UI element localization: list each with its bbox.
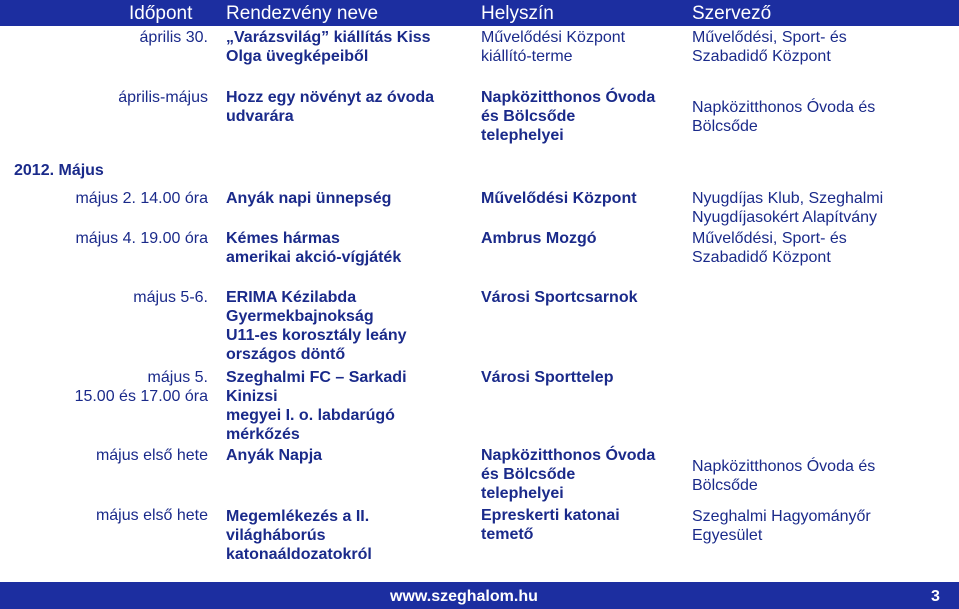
row-time: május 2. 14.00 óra [75,190,208,207]
row-venue: Napközitthonos Óvoda és Bölcsőde telephelyei [481,89,656,144]
row-venue: Művelődési Központ [481,190,637,207]
row-venue: Napközitthonos Óvoda és Bölcsőde telephelyei [481,447,656,502]
row-organizer: Nyugdíjas Klub, Szeghalmi Nyugdíjasokért Alapítvány [692,190,884,226]
row-event: Anyák napi ünnepség [226,190,392,207]
row-organizer: Művelődési, Sport- és Szabadidő Központ [692,29,847,65]
row-event: Hozz egy növényt az óvoda udvarára [226,89,435,125]
row-organizer: Napközitthonos Óvoda és Bölcsőde [692,458,876,494]
header-event: Rendezvény neve [226,3,379,24]
row-event: ERIMA Kézilabda Gyermekbajnokság U11-es korosztály leány országos döntő [226,289,407,363]
row-organizer: Szeghalmi Hagyományőr Egyesület [692,508,871,544]
page-number: 3 [931,588,940,605]
row-event: Anyák Napja [226,447,323,464]
row-time: április-május [118,89,208,106]
row-time: május 5-6. [133,289,208,306]
row-venue: Városi Sporttelep [481,369,614,386]
row-time: április 30. [139,29,208,46]
row-time: május első hete [95,507,208,524]
header-time: Időpont [129,3,193,24]
row-organizer: Művelődési, Sport- és Szabadidő Központ [692,230,847,266]
row-event: Kémes hármas amerikai akció-vígjáték [226,230,402,266]
row-organizer: Napközitthonos Óvoda és Bölcsőde [692,99,876,135]
month-label: 2012. Május [14,162,104,179]
header-organizer: Szervező [692,3,772,24]
row-time: május első hete [95,447,208,464]
row-venue: Városi Sportcsarnok [481,289,638,306]
page-footer [0,582,959,609]
row-venue: Epreskerti katonai temető [481,507,620,543]
row-venue: Ambrus Mozgó [481,230,597,247]
footer-url[interactable]: www.szeghalom.hu [390,588,538,605]
table-header [0,0,959,26]
header-venue: Helyszín [481,3,554,24]
row-venue: Művelődési Központ kiállító-terme [481,29,626,65]
row-time: május 4. 19.00 óra [75,230,208,247]
row-event: „Varázsvilág” kiállítás Kiss Olga üvegképeiből [226,29,431,65]
row-time: május 5. 15.00 és 17.00 óra [74,369,208,405]
row-event: Szeghalmi FC – Sarkadi Kinizsi megyei I. o. labdarúgó mérkőzés [226,369,407,443]
row-event: Megemlékezés a II. világháborús katonaáldozatokról [226,508,372,563]
